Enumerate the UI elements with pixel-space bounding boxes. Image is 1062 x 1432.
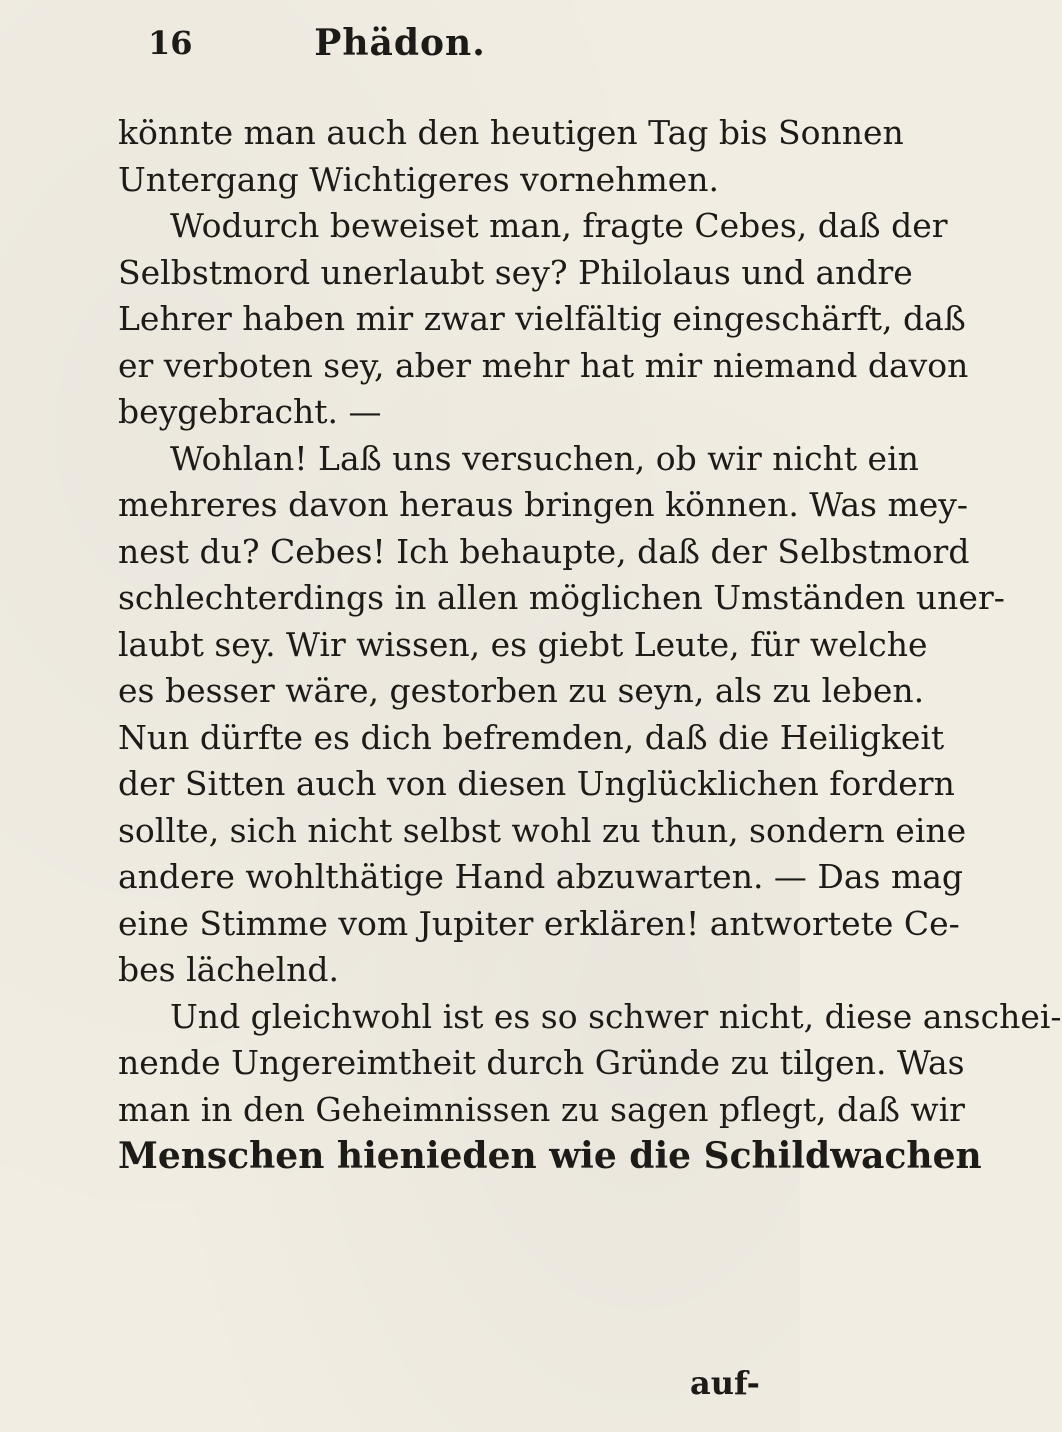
catchword: auf- [690, 1364, 760, 1402]
running-head: Phädon. [314, 22, 486, 64]
text-line: Selbstmord unerlaubt sey? Philolaus und andre [118, 252, 913, 292]
text-line: Menschen hienieden wie die Schildwachen [118, 1135, 982, 1177]
text-line: sollte, sich nicht selbst wohl zu thun, sondern eine [118, 810, 967, 850]
text-line: Lehrer haben mir zwar vielfältig eingeschärft, daß [118, 299, 966, 338]
text-line: der Sitten auch von diesen Unglücklichen fordern [118, 764, 955, 803]
body-text [118, 110, 1062, 1180]
text-line: nest du? Cebes! Ich behaupte, daß der Selbstmord [118, 531, 970, 571]
text-line: man in den Geheimnissen zu sagen pflegt, daß wir [118, 1089, 965, 1129]
text-line: andere wohlthätige Hand abzuwarten. — Das mag [118, 857, 964, 896]
text-line: bes lächelnd. [118, 950, 339, 989]
text-line: beygebracht. — [118, 392, 382, 431]
text-line: eine Stimme vom Jupiter erklären! antwortete Ce- [118, 903, 960, 943]
text-line: laubt sey. Wir wissen, es giebt Leute, für welche [118, 624, 928, 664]
page-header [0, 20, 800, 80]
text-line: nende Ungereimtheit durch Gründe zu tilgen. Was [118, 1043, 965, 1082]
text-line: Und gleichwohl ist es so schwer nicht, diese anschei- [170, 996, 1062, 1036]
text-line: Wodurch beweiset man, fragte Cebes, daß der [170, 206, 948, 245]
page-number: 16 [148, 24, 193, 62]
text-line: könnte man auch den heutigen Tag bis Sonnen [118, 113, 904, 152]
text-line: es besser wäre, gestorben zu seyn, als zu leben. [118, 671, 925, 710]
text-line: Untergang Wichtigeres vornehmen. [118, 159, 720, 199]
text-line: Nun dürfte es dich befremden, daß die Heiligkeit [118, 717, 945, 757]
text-line: schlechterdings in allen möglichen Umständen uner- [118, 578, 1005, 617]
text-line: er verboten sey, aber mehr hat mir niemand davon [118, 345, 969, 385]
text-line: Wohlan! Laß uns versuchen, ob wir nicht ein [170, 438, 919, 478]
text-line: mehreres davon heraus bringen können. Was mey- [118, 485, 969, 524]
